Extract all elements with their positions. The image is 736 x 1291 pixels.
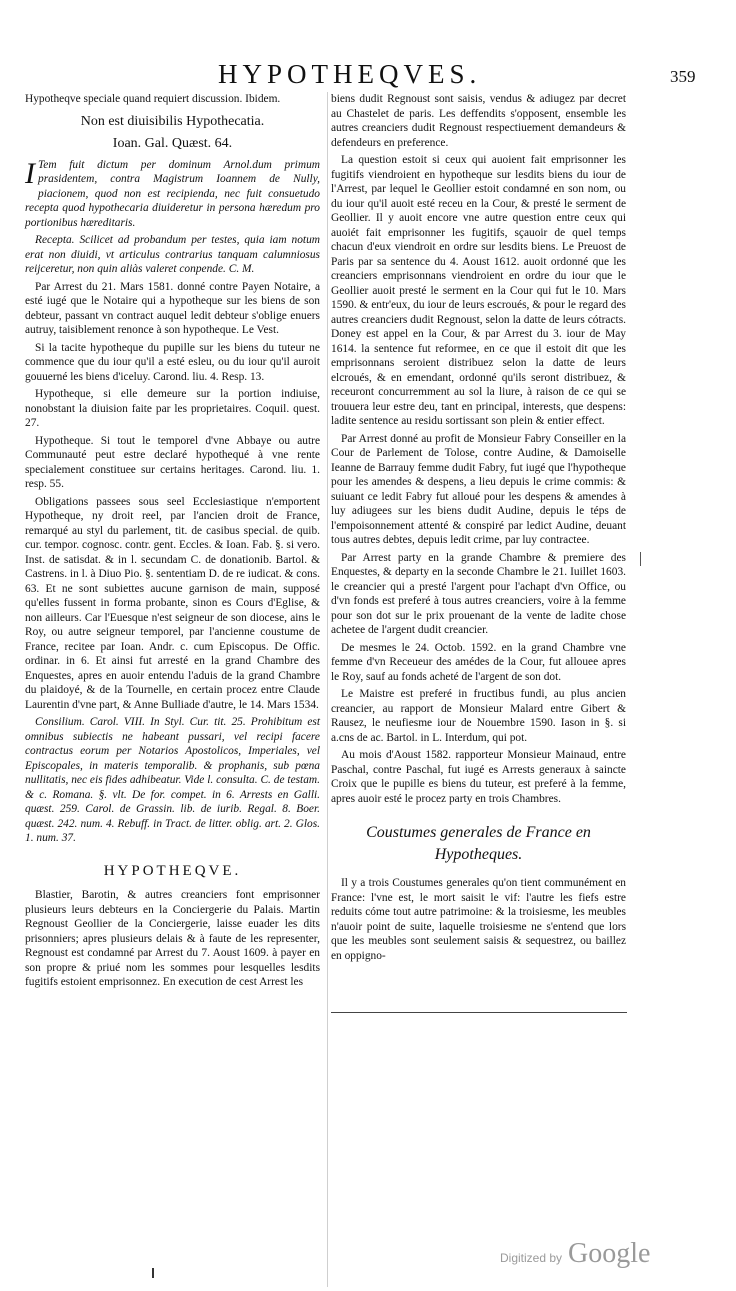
- section-title: Coustumes generales de France en Hypotheques.: [366, 824, 591, 863]
- paragraph: Hypotheqve speciale quand requiert discussion. Ibidem.: [25, 93, 281, 105]
- page-header: [0, 55, 736, 95]
- subheading: Non est diuisibilis Hypothecatia.: [80, 113, 265, 129]
- column-divider: [327, 92, 328, 1287]
- running-title: HYPOTHEQVES.: [218, 59, 482, 89]
- paragraph-latin: [25, 158, 320, 231]
- citation-heading: Ioan. Gal. Quæst. 64.: [112, 136, 233, 151]
- watermark-prefix: Digitized by: [500, 1251, 563, 1265]
- paragraph: Au mois d'Aoust 1582. rapporteur Monsieur Mainaud, entre Paschal, contre Paschal, fut iugé es Arrests generaux à saincte Croix que le pupille es biens du tuteur, est preferé à la femme, apres auoir esté le procez party en trois Chambres.: [331, 749, 626, 805]
- paragraph: Par Arrest du 21. Mars 1581. donné contre Payen Notaire, a esté iugé que le Notaire qui a hypotheque sur les biens de son debteur, passant vn contract auquel ledit debteur s'oblige enuers autruy, taisiblement renonce à son hypotheque. Le Vest.: [25, 280, 320, 336]
- paragraph: La question estoit si ceux qui auoient fait emprisonner les fugitifs viendroient en hypotheque sur lesdits biens du iour de l'Arrest, par lequel le Geollier estoit condamné en son nom, ou du iour qu'il auoit esté receu en la Cour, & presté le serment de Geollier. Il y auoit encore vne autre question entre ceux qui auoiét fait emprisonner les fugitifs, sçauoir de quel temps chacun d'eux viendroit en ordre sur lesdits biens. Le Preuost de Paris par sa sentence du 4. Aoust 1612. auoit ordonné que les creanciers emprisonnans viendroient en ordre du iour que le Geollier auoit presté le serment en la Cour qui fut le 10. Mars 1590. & entr'eux, du iour de leurs escroués, & pour le regard des autres creanciers dudit Regnoust, selon la datte de leurs cótracts. Doney est appel en la Cour, & par Arrest du 3. iour de May 1614. la sentence fut reformee, en ce que il estoit dit que les emprisonnans seroient distribuez selon la datte de leurs elcroués, & en emendant, ordonné qu'ils seront distribuez, & receuront concurremment au sol la liure, à raison de ce qui se trouuera leur estre deu, tant en principal, interests, que despens: ladite sentence au residu sortissant son plein & entier effect.: [331, 154, 626, 427]
- paragraph: Si la tacite hypotheque du pupille sur les biens du tuteur ne commence que du iour qu'il a esté esleu, ou du iour qu'il auroit gouuerné les biens d'iceluy. Carond. liu. 4. Resp. 13.: [25, 341, 320, 383]
- stray-mark: [152, 1268, 154, 1278]
- paragraph: De mesmes le 24. Octob. 1592. en la grand Chambre vne femme d'vn Receueur des amédes de la Cour, fut allouee apres le Roy, sauf au fonds acheté de l'argent de son dot.: [331, 641, 626, 683]
- google-watermark: [500, 1238, 650, 1268]
- paragraph: biens dudit Regnoust sont saisis, vendus & adiugez par decret au Chastelet de paris. Les deffendits s'opposent, ensemble les autres creanciers dudit Regnoust respectiuement demandeurs & defendeurs en preference.: [331, 93, 626, 149]
- paragraph: Par Arrest donné au profit de Monsieur Fabry Conseiller en la Cour de Parlement de Tolose, contre Audine, & Damoiselle Ieanne de Barrauy femme dudit Fabry, fut iugé que l'hypotheque pour les amendes & despens, a lieu depuis le crime commis: & suiuant ce ledit Fabry fut alloué pour les despens & amendes à luy adiugees sur les biens dudit Audine, depuis le téps de l'empoisonnement attenté & conspiré par ledict Audine, deuant tous autres debtes, depuis ledit crime, par luy contractee.: [331, 432, 626, 546]
- section-title: HYPOTHEQVE.: [103, 862, 242, 879]
- right-column: [331, 92, 626, 966]
- page-number: 359: [670, 67, 696, 86]
- section-rule: [331, 1012, 627, 1013]
- paragraph-latin: Consilium. Carol. VIII. In Styl. Cur. tit. 25. Prohibitum est omnibus subiectis ne habeant pussari, vel recipi facere contractus eorum per Notarios Apostolicos, Imperiales, vel Episcopales, in materis temporalib. & prophanis, sub pœna nullitatis, nec eis fides adhibeatur. Vide l. consulta. C. de testam. & c. Romana. §. vlt. De for. compet. in 6. Arrests en Galli. quæst. 259. Carol. de Grassin. lib. de iurib. Regal. 8. Boer. quæst. 242. num. 4. Rebuff. in Tract. de litter. oblig. art. 2. Glos. 1. num. 37.: [25, 716, 320, 844]
- paragraph: Hypotheque. Si tout le temporel d'vne Abbaye ou autre Communauté peut estre declaré hypothequé à vne rente specialement constituee sur certains heritages. Carond. liu. 1. resp. 55.: [25, 434, 320, 490]
- margin-mark: [640, 552, 641, 566]
- paragraph: Le Maistre est preferé in fructibus fundi, au plus ancien creancier, au rapport de Monsieur Malard entre Gibert & Rausez, le neufiesme iour de Nouembre 1590. Iason in §. si a.cns de ac. Bartol. in L. Interdum, qui pot.: [331, 688, 626, 744]
- paragraph: Par Arrest party en la grande Chambre & premiere des Enquestes, & departy en la seconde Chambre le 21. Iuillet 1603. le creancier qui a presté l'argent pour l'achapt d'vn Office, ou d'vn fonds est preferé à tous autres creanciers, voire à la femme pour son dot sur le prix prouenant de la vente de ladite chose achetee de l'argent dudit creancier.: [331, 551, 626, 636]
- paragraph: Il y a trois Coustumes generales qu'on tient communément en France: l'vne est, le mort saisit le vif: l'autre les fiefs estre reduits cóme tout autre patrimoine: & la troisiesme, les meubles n'auoir point de suite, laquelle troisiesme ne s'entend que lors que les meubles sont seulement saisis & sequestrez, ou baillez en oppigno-: [331, 877, 626, 962]
- google-logo: Google: [568, 1238, 651, 1269]
- paragraph: Hypotheque, si elle demeure sur la portion indiuise, nonobstant la diuision faite par les proprietaires. Coquil. quest. 27.: [25, 388, 320, 429]
- left-column: [25, 92, 320, 993]
- paragraph-latin: Recepta. Scilicet ad probandum per testes, quia iam notum erat non diuidi, vt articulus contrarius tanquam calumniosus reijceretur, non quin aliàs valeret conpende. C. M.: [25, 234, 320, 275]
- drop-cap: I: [25, 156, 35, 190]
- paragraph: Obligations passees sous seel Ecclesiastique n'emportent Hypotheque, ny droit reel, par l'ancien droit de France, remarqué au styl du parlement, tit. de casibus special. de quib. cur. tempor. cognosc. contr. gent. Eccles. & Ioan. Fab. §. si vero. Inst. de satisdat. & in l. secundam C. de donationib. Bartol. & Castrens. in l. à Diuo Pio. §. sententiam D. de re iudicat. & cons. 63. Et ne sont subiettes aucune garnison de main, supposé qu'elles fussent in forma probante, sinon es Cours d'Eglise, & non ailleurs. Car l'Euesque n'est seigneur de son diocese, ains le Roy, ou autre seigneur temporel, par l'ancienne coustume de France, recitee par Ioan. Andr. c. cum Episcopus. De Offic. ordinar. in 6. Et ainsi fut arresté en la grand Chambre des Enquestes, apres en auoir entendu l'aduis de la grand Chambre du plaidoyé, & de la Tournelle, en certain procez entre Claude Laurentin d'vne part, & Anne Bulliade d'autre, le 14. Mars 1534.: [25, 495, 320, 711]
- paragraph-text: Tem fuit dictum per dominum Arnol.dum primum prasidentem, contra Magistrum Ioannem de Nully, piacionem, quod non est recipienda, nec fuit consuetudo recepta quod hypothecaria diuideretur in persona hæredum pro portionibus hæreditaris.: [25, 158, 320, 229]
- paragraph: Blastier, Barotin, & autres creanciers font emprisonner plusieurs leurs debteurs en la Conciergerie du Palais. Martin Regnoust Geollier de la Conciergerie, laisse euader les dits prisonniers; apres plusieurs delais & à faute de les representer, Regnoust est condamné par Arrest du 7. Aoust 1609. à payer en son propre & priué nom les sommes pour lesquelles lesdits fugitifs estoient emprisonnez. En execution de cest Arrest les: [25, 889, 320, 988]
